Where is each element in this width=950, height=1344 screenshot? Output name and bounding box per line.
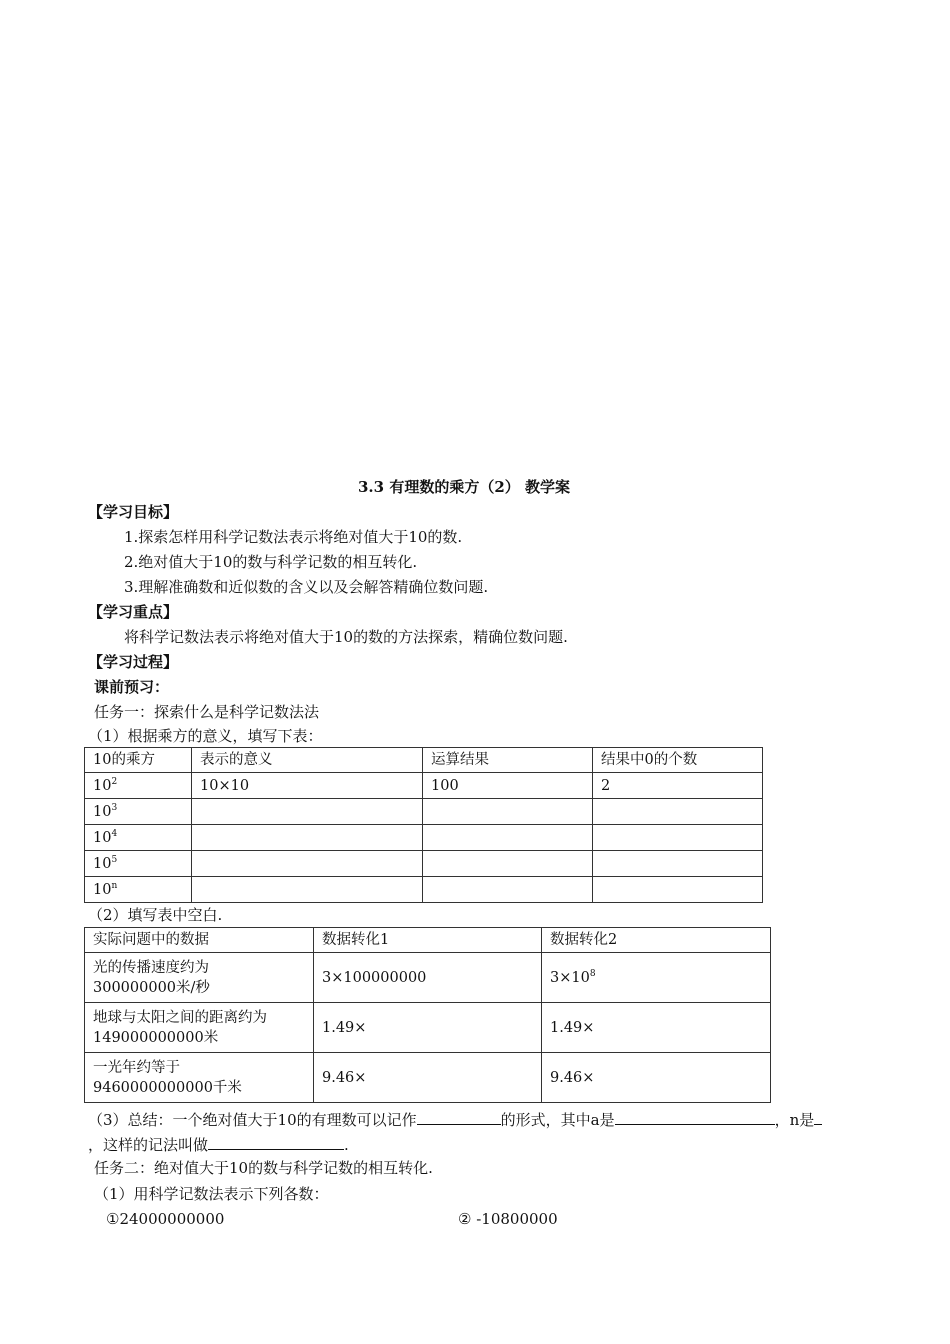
- objectives-heading: 【学习目标】: [88, 503, 179, 521]
- zeros-cell[interactable]: [593, 825, 763, 851]
- meaning-cell[interactable]: [192, 799, 423, 825]
- meaning-cell[interactable]: [192, 877, 423, 903]
- header-cell: 数据转化1: [314, 928, 542, 953]
- conversion2-cell[interactable]: 9.46×: [542, 1053, 771, 1103]
- keypoints-heading: 【学习重点】: [88, 603, 179, 621]
- process-heading: 【学习过程】: [88, 653, 179, 671]
- header-cell: 10的乘方: [85, 748, 192, 773]
- conversion1-cell[interactable]: 9.46×: [314, 1053, 542, 1103]
- result-cell[interactable]: [423, 799, 593, 825]
- table-row: [85, 1053, 771, 1103]
- header-cell: 实际问题中的数据: [85, 928, 314, 953]
- summary-text: （3）总结：一个绝对值大于10的有理数可以记作: [88, 1111, 417, 1129]
- zeros-cell[interactable]: [593, 877, 763, 903]
- header-cell: 数据转化2: [542, 928, 771, 953]
- answer-blank[interactable]: [814, 1108, 822, 1125]
- conversion1-cell[interactable]: 3×100000000: [314, 953, 542, 1003]
- answer-blank[interactable]: [417, 1108, 501, 1125]
- question-1: （1）根据乘方的意义，填写下表：: [88, 727, 323, 745]
- data-cell: 地球与太阳之间的距离约为 149000000000米: [85, 1003, 314, 1053]
- meaning-cell[interactable]: 10×10: [192, 773, 423, 799]
- summary-line-1: [88, 1108, 822, 1130]
- preview-heading: 课前预习：: [94, 678, 170, 696]
- table-row: [85, 773, 763, 799]
- summary-text: ，n是: [774, 1111, 815, 1129]
- summary-text: ，这样的记法叫做: [88, 1136, 209, 1154]
- data-cell: 光的传播速度约为 300000000米/秒: [85, 953, 314, 1003]
- table-row: [85, 877, 763, 903]
- exercise-item-1: ①24000000000: [106, 1210, 225, 1228]
- table-row: [85, 851, 763, 877]
- exercise-item-2: ② -10800000: [458, 1210, 558, 1228]
- keypoints-text: 将科学记数法表示将绝对值大于10的数的方法探索，精确位数问题.: [124, 628, 568, 646]
- header-cell: 结果中0的个数: [593, 748, 763, 773]
- header-cell: 运算结果: [423, 748, 593, 773]
- result-cell[interactable]: [423, 877, 593, 903]
- summary-text: 的形式，其中a是: [500, 1111, 615, 1129]
- conversion1-cell[interactable]: 1.49×: [314, 1003, 542, 1053]
- power-cell: 10$^n$: [85, 877, 192, 903]
- page-title: 3.3 有理数的乘方（2） 教学案: [358, 478, 570, 496]
- table-header-row: [85, 748, 763, 773]
- task1-title: 任务一：探索什么是科学记数法法: [94, 703, 320, 721]
- answer-blank[interactable]: [615, 1108, 775, 1125]
- power-cell: $10^2$: [85, 773, 192, 799]
- zeros-cell[interactable]: [593, 851, 763, 877]
- data-cell: 一光年约等于 9460000000000千米: [85, 1053, 314, 1103]
- powers-table: [84, 747, 763, 903]
- conversion2-cell[interactable]: 1.49×: [542, 1003, 771, 1053]
- table-row: [85, 953, 771, 1003]
- header-cell: 表示的意义: [192, 748, 423, 773]
- zeros-cell[interactable]: [593, 799, 763, 825]
- result-cell[interactable]: 100: [423, 773, 593, 799]
- result-cell[interactable]: [423, 851, 593, 877]
- objective-item: 1.探索怎样用科学记数法表示将绝对值大于10的数.: [124, 528, 463, 546]
- objective-item: 3.理解准确数和近似数的含义以及会解答精确位数问题.: [124, 578, 489, 596]
- table-header-row: [85, 928, 771, 953]
- zeros-cell[interactable]: 2: [593, 773, 763, 799]
- table-row: [85, 799, 763, 825]
- table-row: [85, 825, 763, 851]
- power-cell: $10^3$: [85, 799, 192, 825]
- meaning-cell[interactable]: [192, 851, 423, 877]
- objective-item: 2.绝对值大于10的数与科学记数的相互转化.: [124, 553, 418, 571]
- conversion-table: [84, 927, 771, 1103]
- meaning-cell[interactable]: [192, 825, 423, 851]
- answer-blank[interactable]: [208, 1133, 344, 1150]
- table-row: [85, 1003, 771, 1053]
- power-cell: $10^4$: [85, 825, 192, 851]
- summary-text: .: [344, 1136, 349, 1154]
- task2-question-1: （1）用科学记数法表示下列各数：: [94, 1185, 329, 1203]
- task2-title: 任务二：绝对值大于10的数与科学记数的相互转化.: [94, 1159, 433, 1177]
- summary-line-2: [88, 1133, 349, 1155]
- power-cell: $10^5$: [85, 851, 192, 877]
- result-cell[interactable]: [423, 825, 593, 851]
- question-2: （2）填写表中空白.: [88, 906, 223, 924]
- conversion2-cell[interactable]: $3\times 10^8$: [542, 953, 771, 1003]
